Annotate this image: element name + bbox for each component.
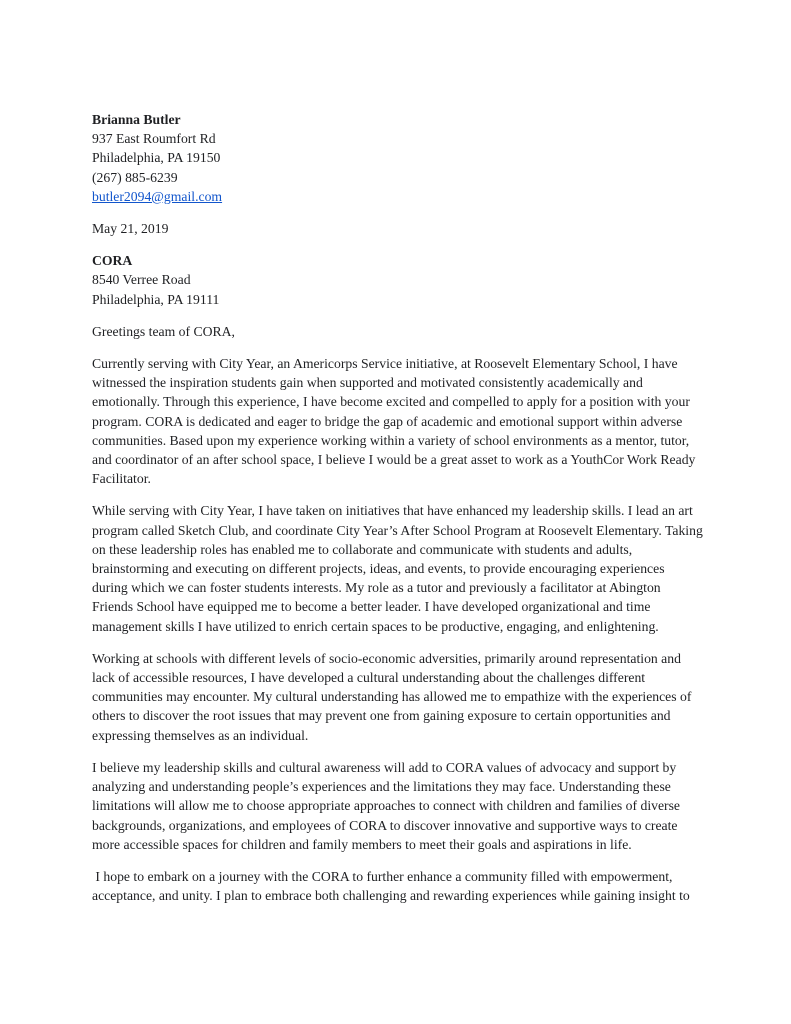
body-paragraph-1: Currently serving with City Year, an Americorps Service initiative, at Roosevelt Elementary School, I have witnessed the inspiration students gain when supported and motivated consistently academically and emotionally. Through this experience, I have become excited and compelled to apply for a position with your program. CORA is dedicated and eager to bridge the gap of academic and emotional support within adverse communities. Based upon my experience working within a variety of school environments as a mentor, tutor, and coordinator of an after school space, I believe I would be a great asset to work as a YouthCor Work Ready Facilitator. bbox=[92, 356, 699, 487]
sender-block bbox=[92, 110, 703, 206]
body-paragraph-4: I believe my leadership skills and cultural awareness will add to CORA values of advocacy and support by analyzing and understanding people’s experiences and the limitations they may face. Understanding these limitations will allow me to choose appropriate approaches to connect with children and families of diverse backgrounds, organizations, and employees of CORA to discover innovative and supportive ways to create more accessible spaces for children and family members to meet their goals and aspirations in life. bbox=[92, 759, 684, 852]
date-block bbox=[92, 219, 703, 238]
sender-address-line1: 937 East Roumfort Rd bbox=[92, 131, 216, 147]
body-paragraph-2: While serving with City Year, I have taken on initiatives that have enhanced my leadership skills. I lead an art program called Sketch Club, and coordinate City Year’s After School Program at Roosevelt Elementary. Taking on these leadership roles has enabled me to collaborate and communicate with students and adults, brainstorming and executing on different projects, ideas, and events, to provide encouraging experiences during which we can foster students interests. My role as a tutor and previously a facilitator at Abington Friends School have equipped me to become a better leader. I have developed organizational and time management skills I have utilized to enrich certain spaces to be productive, engaging, and enlightening. bbox=[92, 503, 707, 634]
salutation-block bbox=[92, 322, 703, 341]
sender-phone: (267) 885-6239 bbox=[92, 169, 178, 185]
sender-name: Brianna Butler bbox=[92, 112, 181, 127]
recipient-address-line2: Philadelphia, PA 19111 bbox=[92, 291, 220, 307]
recipient-block bbox=[92, 251, 703, 309]
letter-date: May 21, 2019 bbox=[92, 221, 169, 237]
body-paragraph-5: I hope to embark on a journey with the CORA to further enhance a community filled with empowerment, acceptance, and unity. I plan to embrace both challenging and rewarding experiences while gaining insight to bbox=[92, 868, 690, 904]
recipient-name: CORA bbox=[92, 253, 133, 269]
salutation: Greetings team of CORA, bbox=[92, 323, 235, 339]
sender-address-line2: Philadelphia, PA 19150 bbox=[92, 150, 221, 166]
body-paragraph-3: Working at schools with different levels of socio-economic adversities, primarily around representation and lack of accessible resources, I have developed a cultural understanding about the challenges different communities may encounter. My cultural understanding has allowed me to empathize with the experiences of others to discover the root issues that may prevent one from gaining exposure to certain opportunities and expressing themselves as an individual. bbox=[92, 650, 695, 743]
sender-email-link[interactable]: butler2094@gmail.com bbox=[92, 188, 223, 204]
recipient-address-line1: 8540 Verree Road bbox=[92, 272, 191, 288]
